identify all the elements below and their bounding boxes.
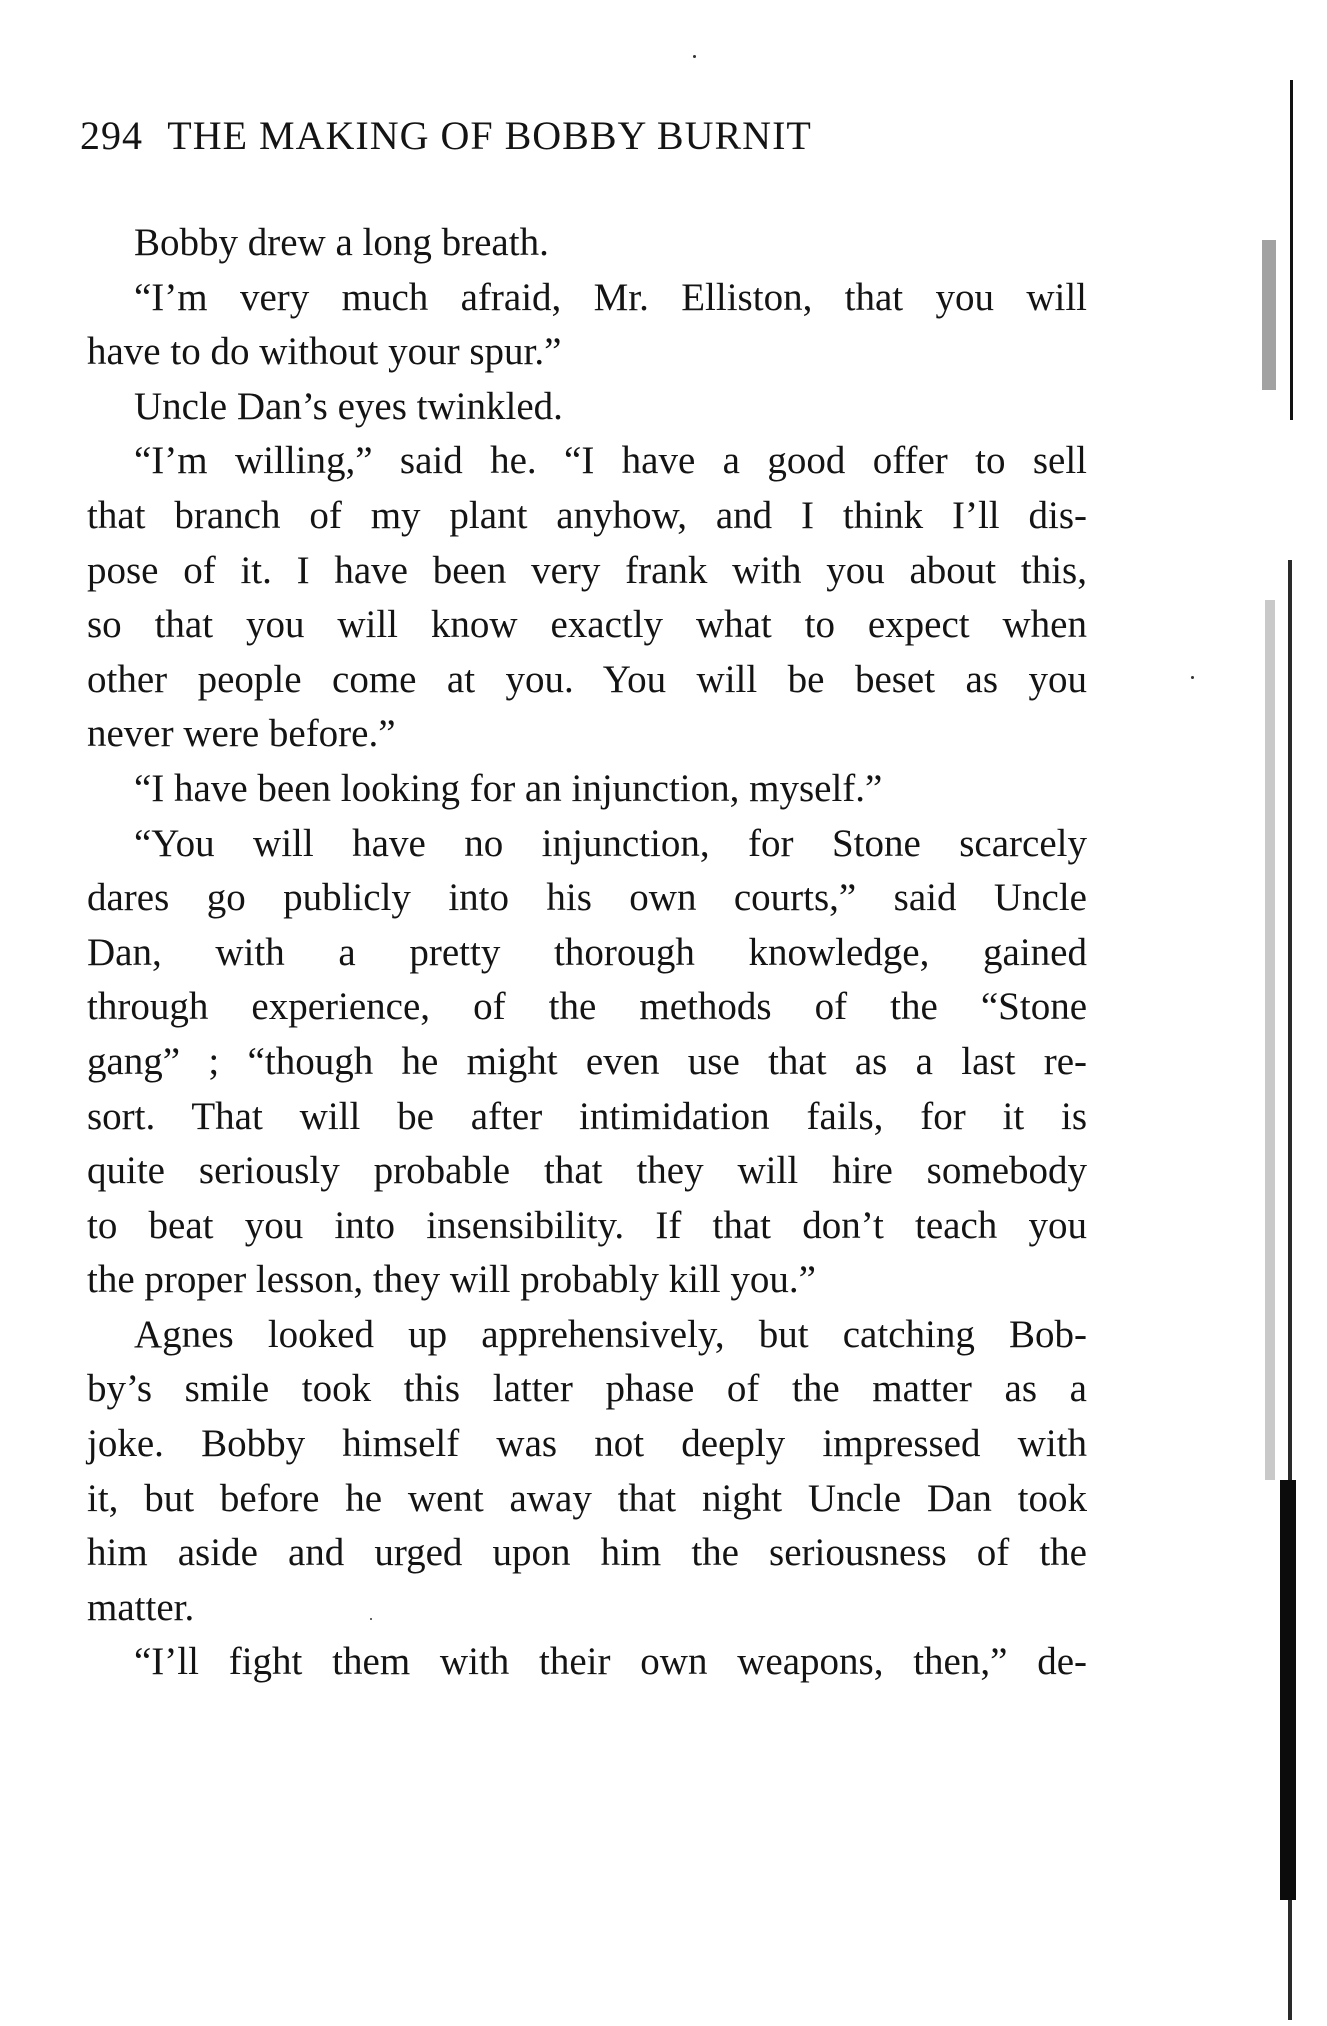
- page-number: 294: [80, 113, 143, 158]
- text-line: “I’ll fight them with their own weapons, then,” de-: [134, 1640, 1087, 1684]
- text-line: him aside and urged upon him the seriousness of the: [87, 1531, 1087, 1575]
- text-line: Uncle Dan’s eyes twinkled.: [134, 384, 563, 428]
- scan-edge-upper: [1290, 80, 1293, 420]
- text-line: “I’m very much afraid, Mr. Elliston, that you will: [134, 275, 1087, 319]
- text-line: that branch of my plant anyhow, and I think I’ll dis-: [87, 493, 1087, 537]
- text-line: joke. Bobby himself was not deeply impressed with: [87, 1422, 1087, 1466]
- text-line: dares go publicly into his own courts,” said Uncle: [87, 876, 1087, 920]
- scan-edge-fleck: [1262, 240, 1276, 390]
- text-line: “I’m willing,” said he. “I have a good offer to sell: [134, 439, 1087, 483]
- text-line: gang” ; “though he might even use that as a last re-: [87, 1039, 1087, 1083]
- scan-speck: [1191, 676, 1194, 679]
- scan-edge-fleck-2: [1265, 600, 1275, 1480]
- text-line: Bobby drew a long breath.: [134, 221, 549, 264]
- text-line: the proper lesson, they will probably kill you.”: [87, 1258, 816, 1302]
- text-line: Agnes looked up apprehensively, but catching Bob-: [134, 1312, 1087, 1356]
- text-line: pose of it. I have been very frank with you about this,: [87, 548, 1087, 592]
- text-line: matter.: [87, 1585, 195, 1629]
- body-text: [87, 216, 1087, 1690]
- text-line: quite seriously probable that they will hire somebody: [87, 1149, 1087, 1193]
- text-line: through experience, of the methods of the “Stone: [87, 985, 1087, 1029]
- text-line: never were before.”: [87, 712, 396, 756]
- running-title: THE MAKING OF BOBBY BURNIT: [167, 113, 812, 158]
- text-line: have to do without your spur.”: [87, 330, 562, 374]
- text-line: Dan, with a pretty thorough knowledge, gained: [87, 930, 1087, 974]
- text-line: sort. That will be after intimidation fails, for it is: [87, 1094, 1087, 1138]
- running-header: [80, 112, 1080, 159]
- scan-edge-blot: [1280, 1480, 1296, 1900]
- text-line: so that you will know exactly what to expect when: [87, 603, 1087, 647]
- text-line: to beat you into insensibility. If that don’t teach you: [87, 1203, 1087, 1247]
- text-line: by’s smile took this latter phase of the matter as a: [87, 1367, 1087, 1411]
- scan-speck: [370, 1618, 372, 1620]
- text-line: “I have been looking for an injunction, myself.”: [134, 766, 883, 810]
- text-line: “You will have no injunction, for Stone scarcely: [134, 821, 1087, 865]
- text-line: it, but before he went away that night Uncle Dan took: [87, 1476, 1087, 1520]
- scan-speck: [693, 55, 696, 58]
- text-line: other people come at you. You will be beset as you: [87, 657, 1087, 701]
